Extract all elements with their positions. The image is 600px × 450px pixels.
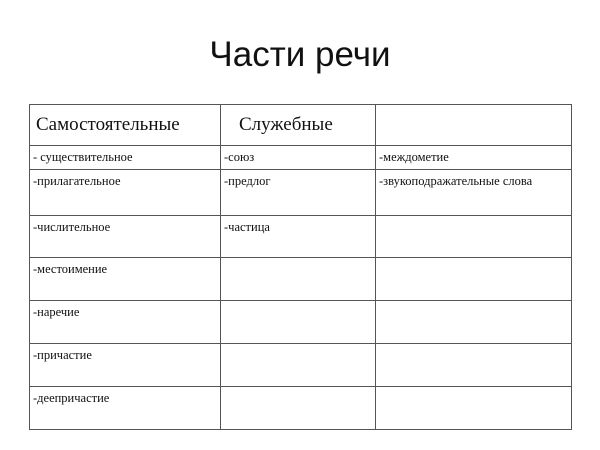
parts-of-speech-table [29, 104, 572, 430]
table-cell: -звукоподражательные слова [376, 170, 572, 216]
header-auxiliary: Служебные [221, 105, 376, 146]
table-cell: -причастие [30, 344, 221, 387]
table-cell: -наречие [30, 301, 221, 344]
table-cell: -союз [221, 146, 376, 170]
table-row [30, 258, 572, 301]
table-cell [376, 344, 572, 387]
table-row [30, 301, 572, 344]
table-row [30, 216, 572, 258]
table-cell: -местоимение [30, 258, 221, 301]
table-row [30, 387, 572, 430]
table-cell [376, 387, 572, 430]
page-title: Части речи [209, 35, 391, 74]
table-cell: -междометие [376, 146, 572, 170]
header-independent: Самостоятельные [30, 105, 221, 146]
table-cell: -числительное [30, 216, 221, 258]
table-cell [221, 258, 376, 301]
table-cell [221, 387, 376, 430]
table-cell: -предлог [221, 170, 376, 216]
table-cell: -деепричастие [30, 387, 221, 430]
table-cell: -частица [221, 216, 376, 258]
table-cell [221, 344, 376, 387]
table-cell [376, 216, 572, 258]
table-cell: -прилагательное [30, 170, 221, 216]
table-row [30, 344, 572, 387]
header-other [376, 105, 572, 146]
table-row [30, 146, 572, 170]
table-row [30, 170, 572, 216]
table-cell [376, 258, 572, 301]
header-row [30, 105, 572, 146]
table-cell [376, 301, 572, 344]
table-cell [221, 301, 376, 344]
table-cell: - существительное [30, 146, 221, 170]
